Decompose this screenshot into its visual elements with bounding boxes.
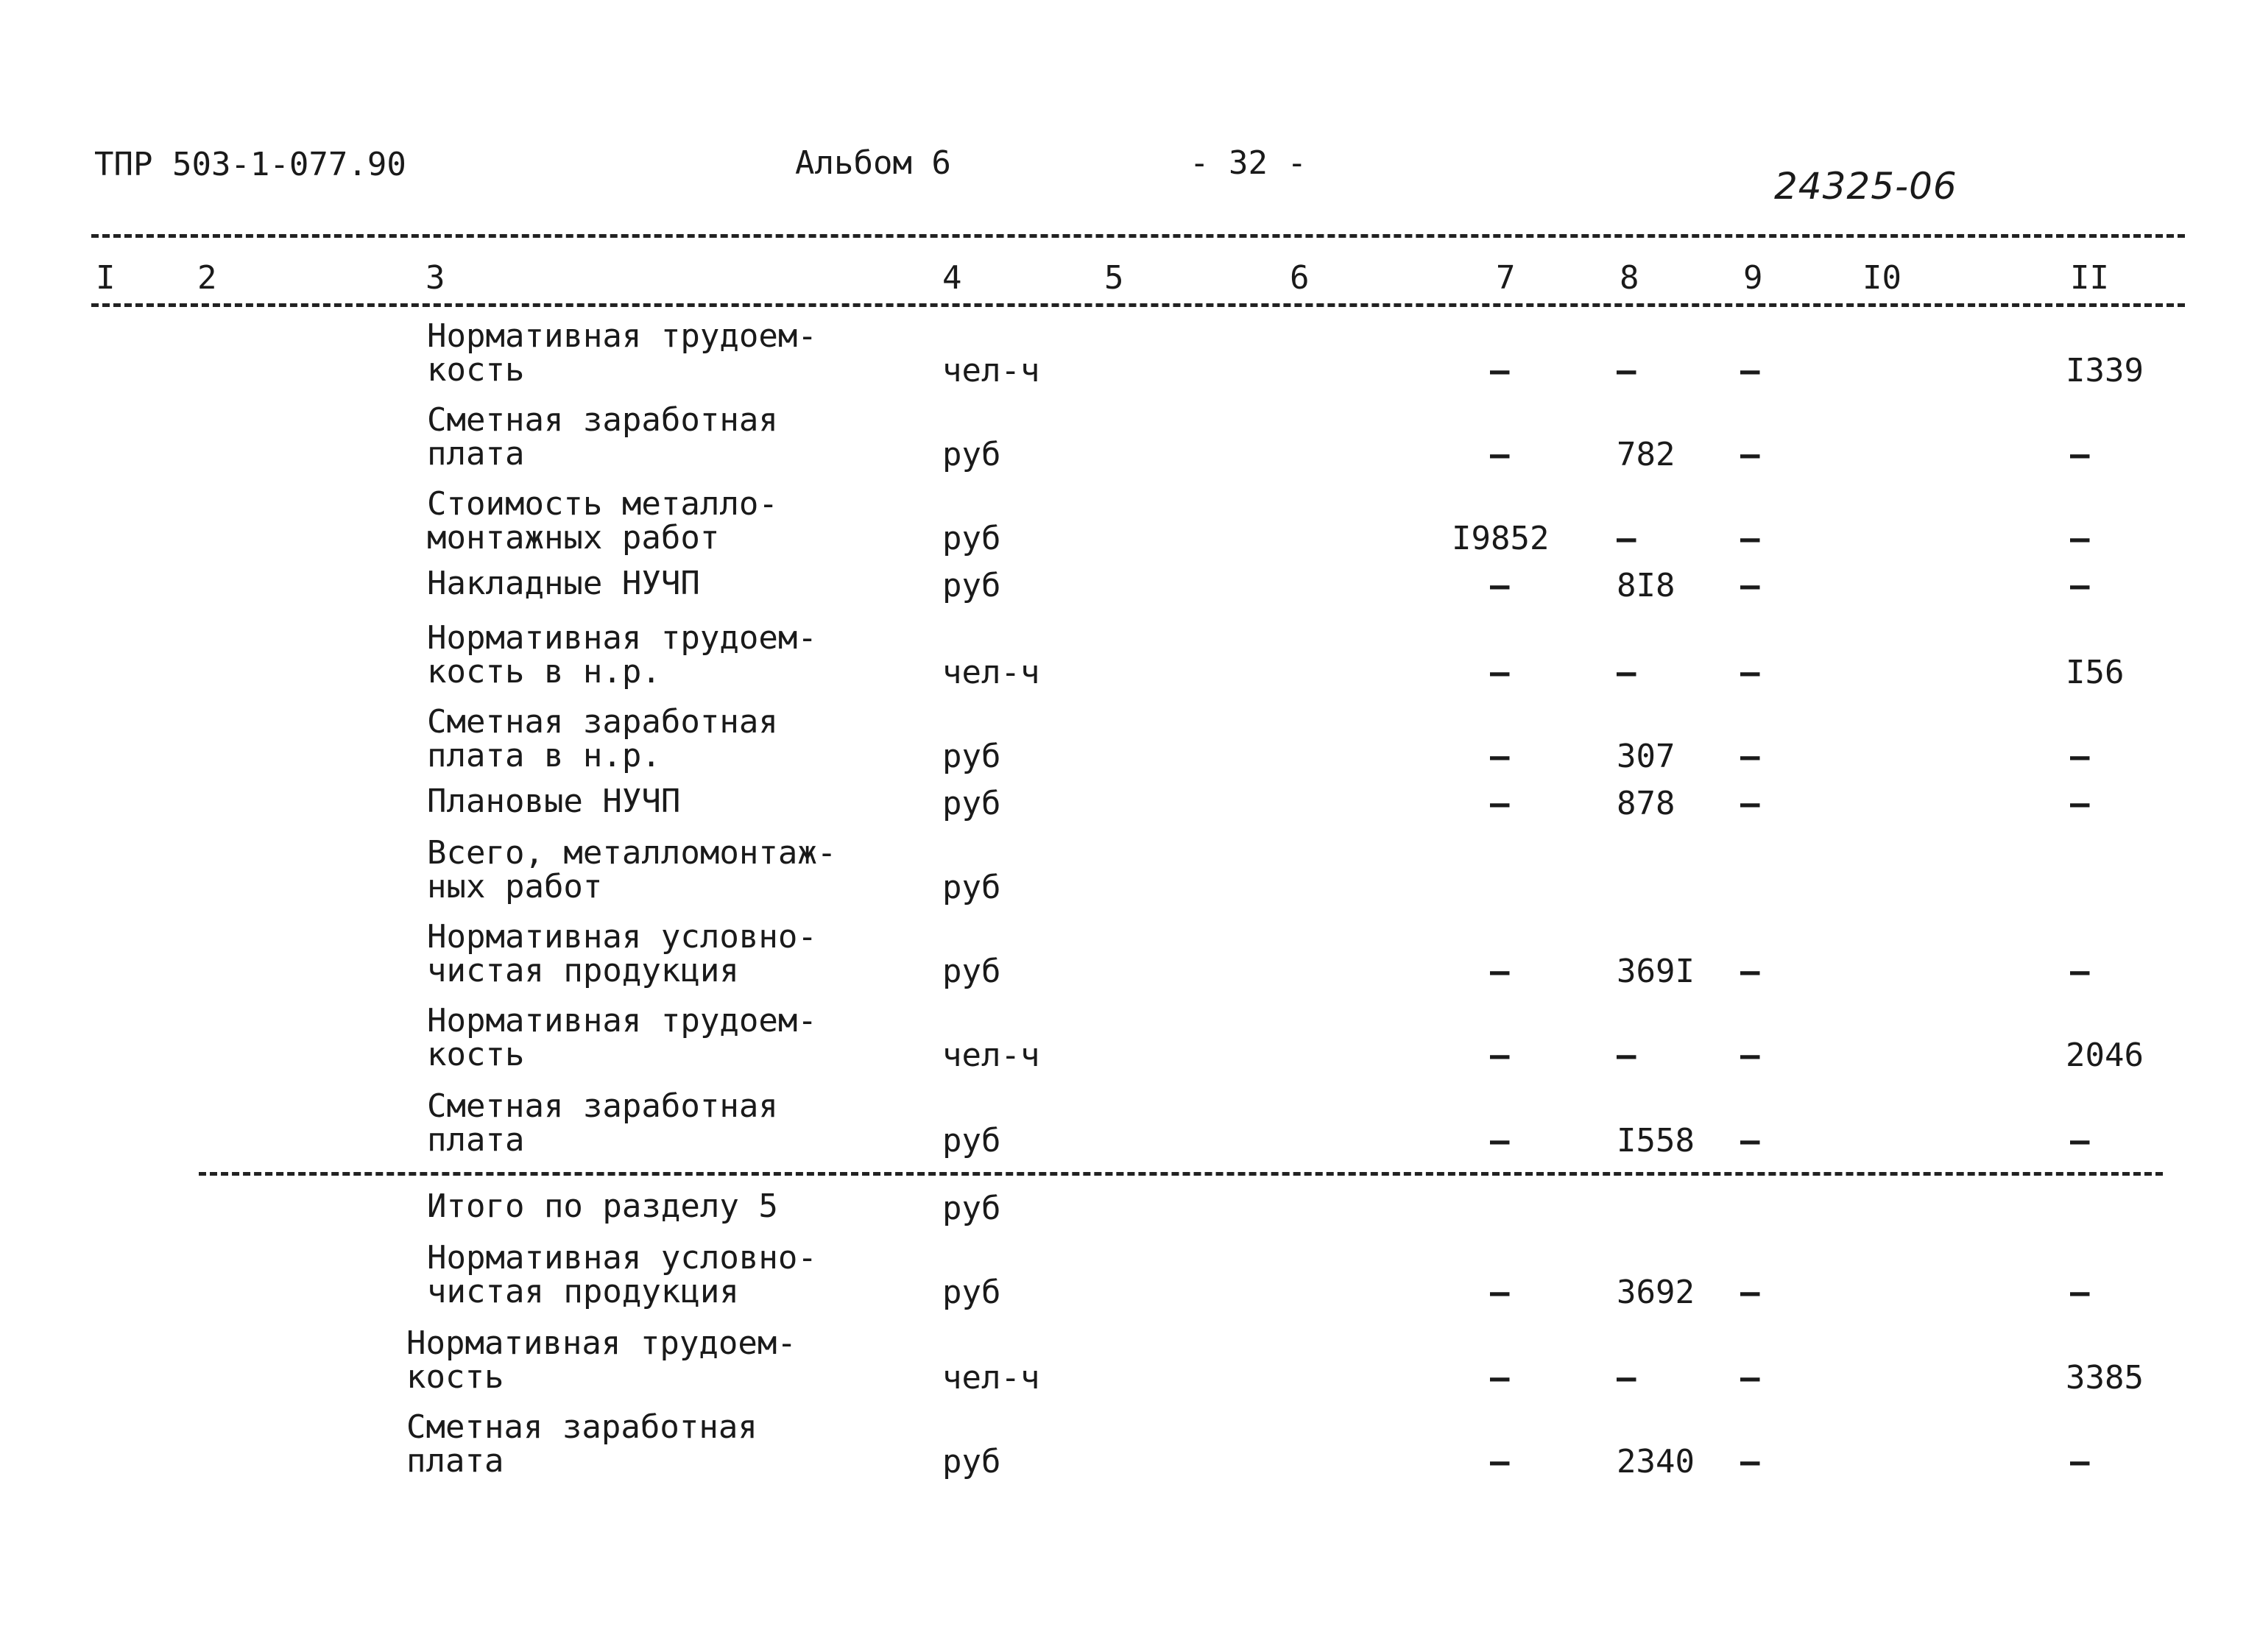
row-description: Всего, металломонтаж- ных работ	[427, 834, 837, 906]
row-description: Нормативная трудоем- кость	[427, 317, 817, 389]
cell-col-11: 3385	[2066, 1359, 2144, 1397]
cell-col-8: –	[1617, 1037, 1636, 1074]
cell-col-11: –	[2070, 1443, 2090, 1480]
cell-col-7: –	[1490, 1359, 1510, 1397]
cell-col-9: –	[1740, 654, 1760, 691]
col-num-3: 3	[425, 259, 445, 297]
cell-col-9: –	[1740, 1274, 1760, 1311]
cell-col-9: –	[1740, 953, 1760, 990]
top-divider	[91, 234, 2185, 238]
row-description: Сметная заработная плата	[406, 1408, 758, 1480]
row-description: Нормативная трудоем- кость	[406, 1324, 797, 1396]
col-num-1: I	[96, 259, 116, 297]
row-description: Сметная заработная плата	[427, 1087, 778, 1159]
row-unit: руб	[942, 1122, 1001, 1159]
row-unit: чел-ч	[942, 1359, 1040, 1397]
album-label: Альбом 6	[795, 144, 951, 182]
cell-col-7: I9852	[1452, 520, 1550, 557]
col-num-4: 4	[942, 259, 962, 297]
cell-col-11: I56	[2066, 654, 2125, 691]
cell-col-7: –	[1490, 1443, 1510, 1480]
section-divider	[199, 1172, 2163, 1176]
cell-col-8: –	[1617, 520, 1636, 557]
cell-col-9: –	[1740, 520, 1760, 557]
row-unit: руб	[942, 520, 1001, 557]
row-unit: руб	[942, 738, 1001, 775]
cell-col-7: –	[1490, 654, 1510, 691]
cell-col-8: 782	[1617, 436, 1675, 473]
cell-col-7: –	[1490, 436, 1510, 473]
cell-col-11: –	[2070, 567, 2090, 604]
cell-col-11: I339	[2066, 352, 2144, 389]
row-unit: чел-ч	[942, 352, 1040, 389]
row-description: Итого по разделу 5	[427, 1187, 778, 1225]
cell-col-9: –	[1740, 436, 1760, 473]
cell-col-9: –	[1740, 1122, 1760, 1159]
cell-col-8: 307	[1617, 738, 1675, 775]
cell-col-7: –	[1490, 1122, 1510, 1159]
col-num-5: 5	[1104, 259, 1124, 297]
row-description: Накладные НУЧП	[427, 565, 700, 602]
cell-col-11: –	[2070, 953, 2090, 990]
cell-col-8: 878	[1617, 785, 1675, 822]
cell-col-11: –	[2070, 785, 2090, 822]
row-unit: чел-ч	[942, 1037, 1040, 1074]
row-description: Нормативная условно- чистая продукция	[427, 1239, 817, 1310]
col-num-10: I0	[1862, 259, 1901, 297]
row-description: Нормативная условно- чистая продукция	[427, 918, 817, 989]
cell-col-7: –	[1490, 738, 1510, 775]
cell-col-7: –	[1490, 785, 1510, 822]
row-description: Сметная заработная плата	[427, 401, 778, 473]
col-num-7: 7	[1496, 259, 1516, 297]
row-unit: чел-ч	[942, 654, 1040, 691]
row-unit: руб	[942, 1274, 1001, 1311]
col-num-8: 8	[1620, 259, 1639, 297]
row-description: Стоимость металло- монтажных работ	[427, 485, 778, 557]
cell-col-7: –	[1490, 567, 1510, 604]
page-number: - 32 -	[1190, 144, 1307, 182]
col-num-11: II	[2070, 259, 2109, 297]
row-description: Плановые НУЧП	[427, 783, 681, 820]
row-unit: руб	[942, 1443, 1001, 1480]
row-description: Нормативная трудоем- кость в н.р.	[427, 619, 817, 691]
cell-col-7: –	[1490, 953, 1510, 990]
row-description: Сметная заработная плата в н.р.	[427, 703, 778, 774]
cell-col-7: –	[1490, 352, 1510, 389]
cell-col-9: –	[1740, 785, 1760, 822]
cell-col-9: –	[1740, 1037, 1760, 1074]
cell-col-8: 369I	[1617, 953, 1695, 990]
cell-col-8: –	[1617, 1359, 1636, 1397]
row-unit: руб	[942, 869, 1001, 906]
cell-col-7: –	[1490, 1037, 1510, 1074]
col-num-2: 2	[197, 259, 217, 297]
cell-col-11: –	[2070, 1274, 2090, 1311]
row-unit: руб	[942, 1190, 1001, 1227]
row-description: Нормативная трудоем- кость	[427, 1002, 817, 1073]
row-unit: руб	[942, 436, 1001, 473]
cell-col-8: 3692	[1617, 1274, 1695, 1311]
cell-col-8: –	[1617, 352, 1636, 389]
cell-col-9: –	[1740, 1359, 1760, 1397]
cell-col-11: –	[2070, 738, 2090, 775]
cell-col-11: –	[2070, 436, 2090, 473]
cell-col-9: –	[1740, 738, 1760, 775]
row-unit: руб	[942, 953, 1001, 990]
cell-col-11: –	[2070, 1122, 2090, 1159]
cell-col-8: I558	[1617, 1122, 1695, 1159]
cell-col-8: 2340	[1617, 1443, 1695, 1480]
cell-col-9: –	[1740, 1443, 1760, 1480]
cell-col-9: –	[1740, 567, 1760, 604]
cell-col-7: –	[1490, 1274, 1510, 1311]
col-num-6: 6	[1290, 259, 1310, 297]
row-unit: руб	[942, 785, 1001, 822]
cell-col-8: 8I8	[1617, 567, 1675, 604]
handwritten-code: 24325-06	[1774, 165, 1957, 208]
cell-col-11: –	[2070, 520, 2090, 557]
cell-col-8: –	[1617, 654, 1636, 691]
cell-col-11: 2046	[2066, 1037, 2144, 1074]
cell-col-9: –	[1740, 352, 1760, 389]
doc-code: ТПР 503-1-077.90	[94, 146, 406, 183]
row-unit: руб	[942, 567, 1001, 604]
column-header-divider	[91, 303, 2185, 307]
col-num-9: 9	[1743, 259, 1763, 297]
